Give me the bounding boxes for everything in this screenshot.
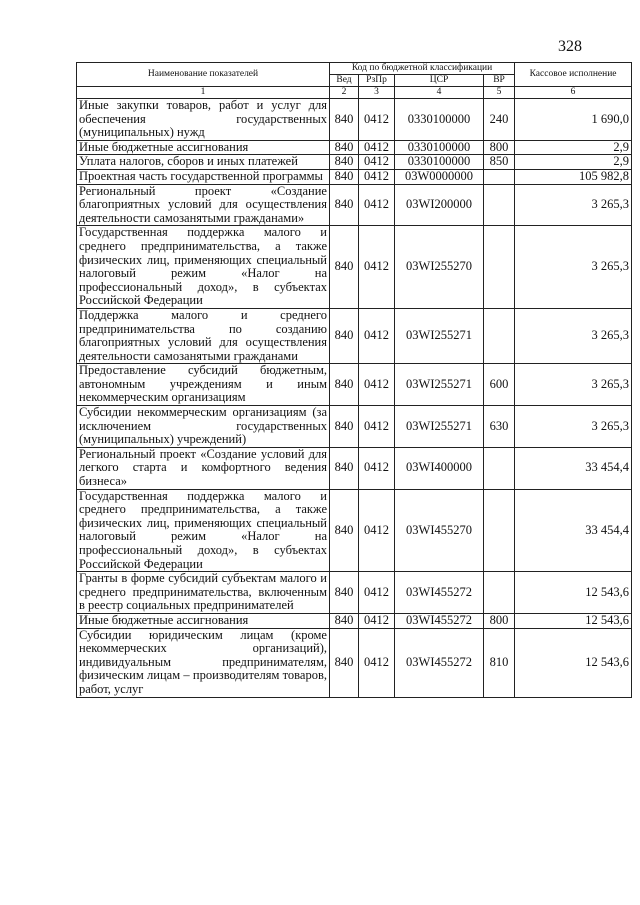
table-row xyxy=(77,489,632,572)
row-vr xyxy=(484,572,515,614)
header-csr: ЦСР xyxy=(395,75,484,87)
row-vr: 600 xyxy=(484,364,515,406)
row-vr xyxy=(484,226,515,309)
row-name: Субсидии некоммерческим организациям (за исключением государственных (муниципальных) учреждений) xyxy=(77,406,330,448)
row-amount: 3 265,3 xyxy=(515,226,632,309)
table-row xyxy=(77,169,632,184)
row-amount: 3 265,3 xyxy=(515,184,632,226)
row-name: Проектная часть государственной программы xyxy=(77,169,330,184)
row-name: Поддержка малого и среднего предпринимательства по созданию благоприятных условий для осуществления деятельности самозанятыми гражданами xyxy=(77,308,330,363)
row-ved: 840 xyxy=(330,99,359,141)
row-name: Государственная поддержка малого и среднего предпринимательства, а также физических лиц, применяющих специальный налоговый режим «Налог на профессиональный доход», в субъектах Российской Федерации xyxy=(77,226,330,309)
row-vr xyxy=(484,169,515,184)
row-vr: 810 xyxy=(484,628,515,697)
table-row xyxy=(77,447,632,489)
row-amount: 2,9 xyxy=(515,155,632,170)
table-row xyxy=(77,140,632,155)
row-ved: 840 xyxy=(330,226,359,309)
table-row xyxy=(77,99,632,141)
row-name: Гранты в форме субсидий субъектам малого и среднего предпринимательства, включенным в реестр социальных предпринимателей xyxy=(77,572,330,614)
row-csr: 03WI255271 xyxy=(395,308,484,363)
col-number: 5 xyxy=(484,87,515,99)
row-csr: 03W0000000 xyxy=(395,169,484,184)
row-rzpr: 0412 xyxy=(359,447,395,489)
row-name: Иные бюджетные ассигнования xyxy=(77,140,330,155)
row-vr: 850 xyxy=(484,155,515,170)
row-csr: 03WI455270 xyxy=(395,489,484,572)
row-rzpr: 0412 xyxy=(359,184,395,226)
row-name: Региональный проект «Создание условий для легкого старта и комфортного ведения бизнеса» xyxy=(77,447,330,489)
table-row xyxy=(77,613,632,628)
row-amount: 12 543,6 xyxy=(515,572,632,614)
row-vr: 630 xyxy=(484,406,515,448)
row-csr: 0330100000 xyxy=(395,140,484,155)
row-ved: 840 xyxy=(330,572,359,614)
row-rzpr: 0412 xyxy=(359,169,395,184)
col-number: 4 xyxy=(395,87,484,99)
row-ved: 840 xyxy=(330,447,359,489)
header-ved: Вед xyxy=(330,75,359,87)
row-amount: 105 982,8 xyxy=(515,169,632,184)
table-row xyxy=(77,406,632,448)
row-ved: 840 xyxy=(330,140,359,155)
row-ved: 840 xyxy=(330,613,359,628)
row-vr xyxy=(484,184,515,226)
row-name: Государственная поддержка малого и среднего предпринимательства, а также физических лиц, применяющих специальный налоговый режим «Налог на профессиональный доход», в субъектах Российской Федерации xyxy=(77,489,330,572)
row-amount: 3 265,3 xyxy=(515,406,632,448)
row-name: Уплата налогов, сборов и иных платежей xyxy=(77,155,330,170)
page-number: 328 xyxy=(558,38,582,55)
col-number: 1 xyxy=(77,87,330,99)
row-rzpr: 0412 xyxy=(359,99,395,141)
row-csr: 03WI455272 xyxy=(395,628,484,697)
row-csr: 03WI455272 xyxy=(395,613,484,628)
row-name: Иные бюджетные ассигнования xyxy=(77,613,330,628)
col-number: 3 xyxy=(359,87,395,99)
row-csr: 03WI400000 xyxy=(395,447,484,489)
budget-table xyxy=(76,62,632,698)
row-name: Предоставление субсидий бюджетным, автономным учреждениям и иным некоммерческим организациям xyxy=(77,364,330,406)
row-vr xyxy=(484,447,515,489)
row-rzpr: 0412 xyxy=(359,489,395,572)
row-rzpr: 0412 xyxy=(359,613,395,628)
row-amount: 33 454,4 xyxy=(515,447,632,489)
row-amount: 3 265,3 xyxy=(515,308,632,363)
table-row xyxy=(77,184,632,226)
row-amount: 33 454,4 xyxy=(515,489,632,572)
header-budget-code: Код по бюджетной классификации xyxy=(330,63,515,75)
row-name: Субсидии юридическим лицам (кроме некоммерческих организаций), индивидуальным предпринимателям, физическим лицам – производителям товаров, работ, услуг xyxy=(77,628,330,697)
row-name: Иные закупки товаров, работ и услуг для обеспечения государственных (муниципальных) нужд xyxy=(77,99,330,141)
row-csr: 03WI255270 xyxy=(395,226,484,309)
row-rzpr: 0412 xyxy=(359,226,395,309)
row-ved: 840 xyxy=(330,364,359,406)
table-row xyxy=(77,308,632,363)
row-rzpr: 0412 xyxy=(359,155,395,170)
row-csr: 0330100000 xyxy=(395,155,484,170)
row-ved: 840 xyxy=(330,155,359,170)
table-row xyxy=(77,628,632,697)
row-ved: 840 xyxy=(330,169,359,184)
row-amount: 12 543,6 xyxy=(515,628,632,697)
row-ved: 840 xyxy=(330,406,359,448)
row-amount: 3 265,3 xyxy=(515,364,632,406)
row-rzpr: 0412 xyxy=(359,308,395,363)
header-execution: Кассовое исполнение xyxy=(515,63,632,87)
table-row xyxy=(77,226,632,309)
row-amount: 1 690,0 xyxy=(515,99,632,141)
row-amount: 2,9 xyxy=(515,140,632,155)
row-name: Региональный проект «Создание благоприятных условий для осуществления деятельности самозанятыми гражданами» xyxy=(77,184,330,226)
row-vr xyxy=(484,489,515,572)
row-rzpr: 0412 xyxy=(359,572,395,614)
table-row xyxy=(77,155,632,170)
table-row xyxy=(77,572,632,614)
row-vr: 240 xyxy=(484,99,515,141)
row-csr: 03WI455272 xyxy=(395,572,484,614)
row-vr xyxy=(484,308,515,363)
row-rzpr: 0412 xyxy=(359,140,395,155)
table-row xyxy=(77,364,632,406)
row-vr: 800 xyxy=(484,613,515,628)
row-ved: 840 xyxy=(330,184,359,226)
row-csr: 03WI255271 xyxy=(395,364,484,406)
row-rzpr: 0412 xyxy=(359,406,395,448)
row-rzpr: 0412 xyxy=(359,364,395,406)
row-rzpr: 0412 xyxy=(359,628,395,697)
row-vr: 800 xyxy=(484,140,515,155)
header-rzpr: РзПр xyxy=(359,75,395,87)
row-amount: 12 543,6 xyxy=(515,613,632,628)
row-csr: 03WI255271 xyxy=(395,406,484,448)
row-csr: 03WI200000 xyxy=(395,184,484,226)
row-ved: 840 xyxy=(330,308,359,363)
col-number: 2 xyxy=(330,87,359,99)
row-ved: 840 xyxy=(330,628,359,697)
row-ved: 840 xyxy=(330,489,359,572)
header-vr: ВР xyxy=(484,75,515,87)
header-name: Наименование показателей xyxy=(77,63,330,87)
row-csr: 0330100000 xyxy=(395,99,484,141)
col-number: 6 xyxy=(515,87,632,99)
